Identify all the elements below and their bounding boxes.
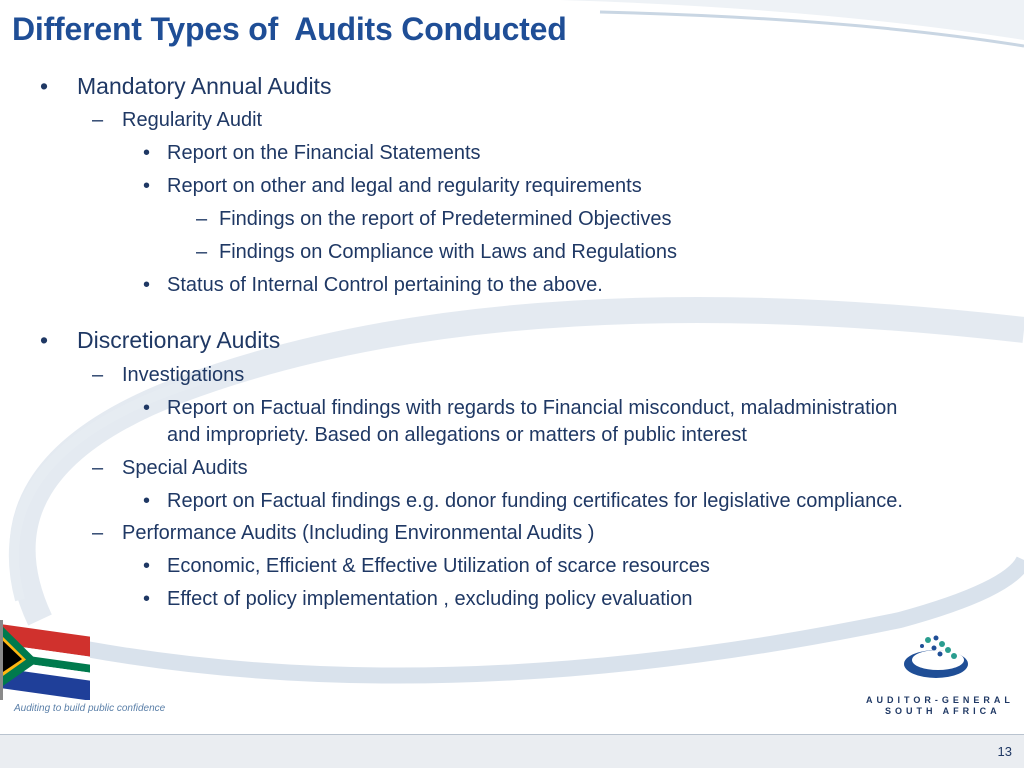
bullet-marker: •	[40, 327, 49, 353]
bullet-marker: •	[143, 274, 151, 296]
slide-title: Different Types of Audits Conducted	[12, 11, 567, 47]
south-africa-flag-icon	[0, 620, 95, 700]
bullet-report-other: Report on other and legal and regularity requirements	[167, 175, 642, 197]
dash-marker: –	[92, 457, 104, 479]
bullet-investigations: Investigations	[122, 364, 245, 386]
bullet-findings-compliance: Findings on Compliance with Laws and Regulations	[219, 241, 678, 263]
bullet-marker: •	[143, 397, 151, 419]
bullet-regularity: Regularity Audit	[122, 109, 263, 131]
bullet-mandatory: Mandatory Annual Audits	[77, 73, 332, 99]
bullet-discretionary: Discretionary Audits	[77, 327, 281, 353]
bullet-marker: •	[143, 175, 151, 197]
logo-line-1: AUDITOR-GENERAL	[866, 695, 1014, 705]
footer-bar	[0, 734, 1024, 768]
bullet-report-financial: Report on the Financial Statements	[167, 142, 481, 164]
dash-marker: –	[92, 364, 104, 386]
bullet-marker: •	[143, 490, 151, 512]
page-number: 13	[997, 744, 1012, 759]
bullet-marker: •	[40, 73, 49, 99]
bullet-performance: Performance Audits (Including Environmental Audits )	[122, 522, 595, 544]
bullet-report-factual-1: Report on Factual findings with regards to Financial misconduct, maladministration	[167, 397, 898, 419]
bullet-policy: Effect of policy implementation , excluding policy evaluation	[167, 588, 693, 610]
bullet-marker: •	[143, 588, 151, 610]
bullet-findings-pdo: Findings on the report of Predetermined Objectives	[219, 208, 672, 230]
bullet-marker: •	[143, 142, 151, 164]
bullet-economic: Economic, Efficient & Effective Utilization of scarce resources	[167, 555, 710, 577]
bullet-status-ic: Status of Internal Control pertaining to the above.	[167, 274, 603, 296]
tagline: Auditing to build public confidence	[14, 703, 166, 714]
dash-marker: –	[196, 208, 208, 230]
bullet-report-donor: Report on Factual findings e.g. donor funding certificates for legislative compliance.	[167, 490, 903, 512]
dash-marker: –	[92, 109, 104, 131]
bullet-special: Special Audits	[122, 457, 248, 479]
logo-line-2: SOUTH AFRICA	[885, 706, 1001, 716]
dash-marker: –	[92, 522, 104, 544]
bullet-marker: •	[143, 555, 151, 577]
auditor-general-logo-icon	[898, 630, 978, 682]
bullet-report-factual-2: and impropriety. Based on allegations or matters of public interest	[167, 424, 747, 446]
dash-marker: –	[196, 241, 208, 263]
